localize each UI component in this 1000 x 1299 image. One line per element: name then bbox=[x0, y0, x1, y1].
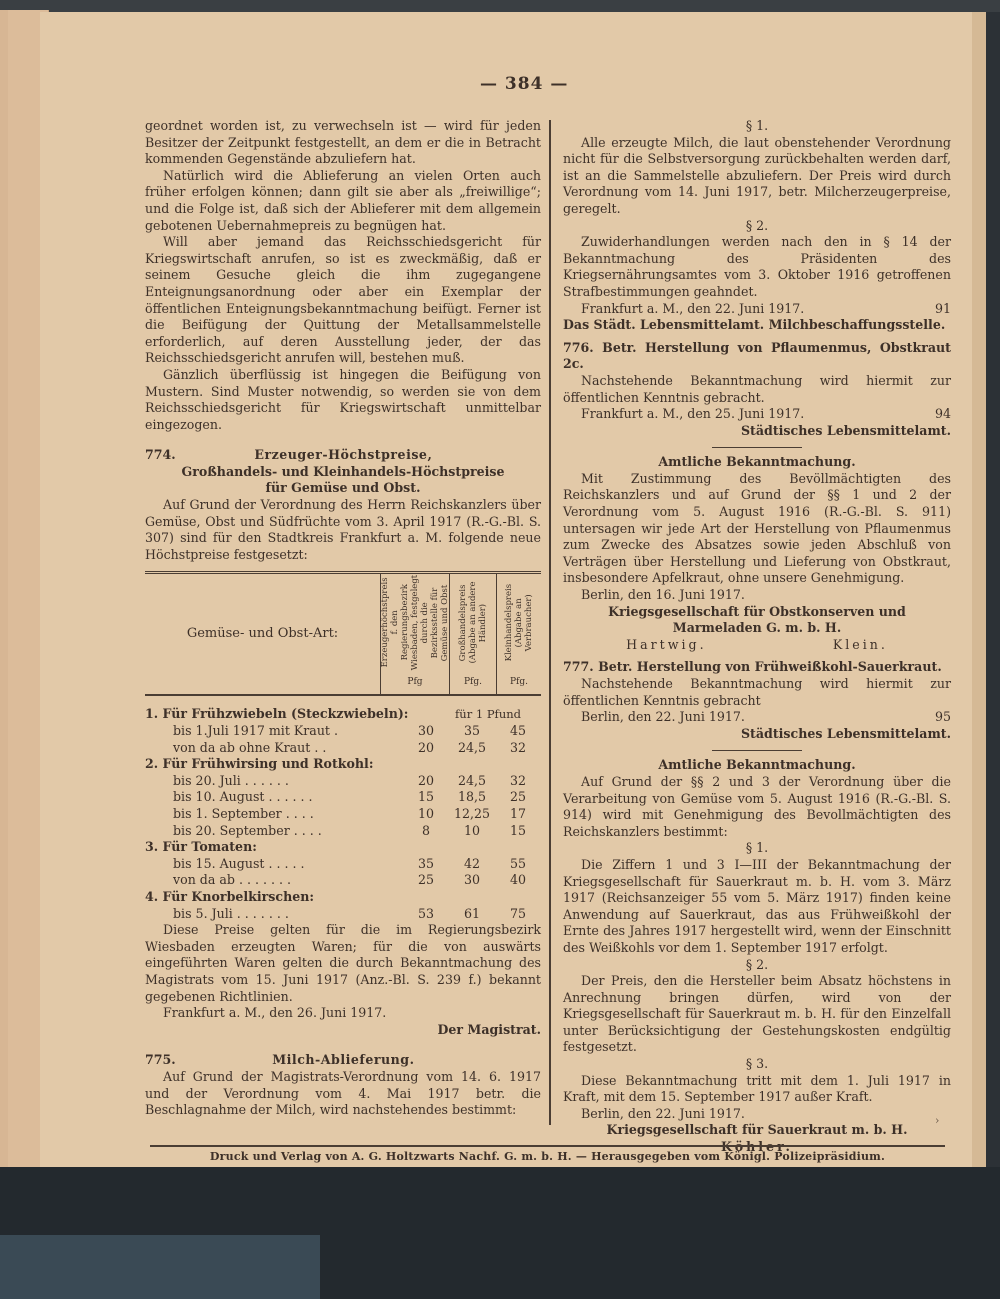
notice-intro: Nachstehende Bekanntmachung wird hiermit zur öffentlichen Kenntnis gebracht. bbox=[563, 372, 951, 405]
retail-price: 17 bbox=[509, 806, 527, 821]
imprint-footer: Druck und Verlag von A. G. Holtzwarts Nachf. G. m. b. H. — Herausgegeben vom Königl. Polizeipräsidium. bbox=[209, 1150, 886, 1163]
continuation-mark: › bbox=[935, 1114, 940, 1127]
table-header-type: Gemüse- und Obst-Art: bbox=[186, 626, 339, 642]
footer-rule bbox=[150, 1145, 945, 1147]
notice-775-heading bbox=[145, 1052, 541, 1069]
row-label: bis 20. September . . . . bbox=[173, 822, 322, 838]
section-text: Zuwiderhandlungen werden nach den in § 14 der Bekanntmachung des Präsidenten des Kriegsernährungsamtes vom 3. Oktober 1916 getroffenen Strafbestimmungen geahndet. bbox=[563, 234, 951, 299]
row-label: von da ab . . . . . . . bbox=[173, 872, 291, 888]
wholesale-price: 10 bbox=[463, 822, 481, 838]
wholesale-price: 12,25 bbox=[453, 806, 491, 821]
place-date-line bbox=[563, 406, 951, 423]
right-column bbox=[563, 118, 951, 1156]
signature: Städtisches Lebensmittelamt. bbox=[740, 725, 951, 741]
wholesale-price: 35 bbox=[463, 723, 481, 739]
page-number: — 384 — bbox=[480, 74, 569, 94]
paragraph: Natürlich wird die Ablieferung an vielen Orten auch früher erfolgen können; dann gilt sie aber als „freiwillige“; und die Folge ist, daß sich der Ablieferer mit dem allgemein gebotenen Uebernahmepreis zu begnügen hat. bbox=[145, 167, 541, 233]
retail-price: 40 bbox=[509, 872, 527, 888]
row-label: bis 15. August . . . . . bbox=[173, 855, 305, 871]
paragraph: geordnet worden ist, zu verwechseln ist — wird für jeden Besitzer der Zeitpunkt festgestellt, an dem er die in Betracht kommenden Gegenstände abzuliefern hat. bbox=[145, 118, 541, 167]
signature: Der Magistrat. bbox=[437, 1021, 541, 1037]
table-header-producer bbox=[380, 574, 449, 694]
section-title: § 1. bbox=[745, 118, 769, 133]
separator-rule bbox=[712, 447, 802, 448]
separator-rule bbox=[712, 750, 802, 751]
notice-number: 774. bbox=[145, 447, 176, 463]
producer-price: 30 bbox=[417, 723, 435, 739]
notice-number: 776. bbox=[563, 339, 594, 355]
section-title: § 2. bbox=[745, 217, 769, 233]
signature: Das Städt. Lebensmittelamt. Milchbeschaffungsstelle. bbox=[563, 317, 946, 333]
producer-price: 10 bbox=[417, 806, 435, 821]
retail-price: 75 bbox=[509, 905, 527, 921]
notice-intro: Auf Grund der Magistrats-Verordnung vom 14. 6. 1917 und der Verordnung vom 4. Mai 1917 betr. die Beschlagnahme der Milch, wird nachstehendes bestimmt: bbox=[145, 1068, 541, 1118]
category-title: 4. Für Knorbelkirschen: bbox=[145, 888, 315, 904]
section-title: § 1. bbox=[745, 840, 769, 856]
official-text: Mit Zustimmung des Bevöllmächtigten des Reichskanzlers und auf Grund der §§ 1 und 2 der Verordnung vom 5. August 1916 (R.-G.-Bl. S. 911) untersagen wir jede Art der Herstellung von Pflaumenmus zum Zwecke des Absatzes sowie jeden Abschluß von Verträgen über Herstellung und Lieferung von Obstkraut, insbesondere Apfelkraut, ohne unsere Genehmigung. bbox=[563, 470, 951, 586]
producer-price: 15 bbox=[417, 789, 435, 805]
row-label: bis 1.Juli 1917 mit Kraut . bbox=[173, 723, 338, 739]
wholesale-price: 24,5 bbox=[457, 739, 487, 755]
section-text: Diese Bekanntmachung tritt mit dem 1. Juli 1917 in Kraft, mit dem 15. September 1917 außer Kraft. bbox=[563, 1072, 951, 1105]
wholesale-price: 24,5 bbox=[457, 772, 487, 788]
wholesale-price: 61 bbox=[463, 905, 481, 921]
column-label: Großhandelspreis (Abgabe an andere Händler) bbox=[458, 582, 488, 665]
table-row bbox=[145, 740, 541, 757]
producer-price: 35 bbox=[417, 855, 435, 871]
table-header-wholesale bbox=[449, 574, 496, 694]
notice-number: 777. bbox=[563, 659, 594, 675]
signers bbox=[563, 637, 951, 654]
row-label: bis 1. September . . . . bbox=[173, 806, 314, 821]
column-unit: Pfg. bbox=[509, 676, 528, 687]
category-title: 1. Für Frühzwiebeln (Steckzwiebeln): bbox=[145, 706, 409, 722]
table-row bbox=[145, 823, 541, 840]
table-row bbox=[145, 806, 541, 823]
section-title: § 2. bbox=[745, 956, 769, 972]
notice-title: Betr. Herstellung von Pflaumenmus, Obstkraut 2c. bbox=[563, 339, 951, 372]
notice-intro: Nachstehende Bekanntmachung wird hiermit zur öffentlichen Kenntnis gebracht bbox=[563, 676, 951, 708]
column-unit: Pfg. bbox=[463, 676, 482, 687]
notice-777-heading bbox=[563, 659, 951, 676]
place-date: Berlin, den 22. Juni 1917. bbox=[581, 709, 745, 725]
retail-price: 32 bbox=[509, 739, 527, 755]
retail-price: 45 bbox=[509, 723, 527, 739]
place-date: Berlin, den 22. Juni 1917. bbox=[581, 1105, 745, 1121]
official-intro: Auf Grund der §§ 2 und 3 der Verordnung über die Verarbeitung von Gemüse vom 5. August 1916 (R.-G.-Bl. S. 914) wird mit Genehmigung des Bevollmächtigten des Reichskanzlers bestimmt: bbox=[563, 773, 951, 839]
reference-number: 94 bbox=[934, 406, 951, 422]
place-date-line bbox=[563, 709, 951, 726]
table-row bbox=[145, 789, 541, 806]
signer: Klein. bbox=[832, 636, 888, 652]
notice-774-heading bbox=[145, 447, 541, 464]
scan-background-top bbox=[0, 0, 1000, 12]
reference-number: 95 bbox=[934, 709, 951, 725]
place-date-line bbox=[563, 301, 951, 318]
producer-price: 8 bbox=[421, 822, 430, 838]
table-category bbox=[145, 889, 541, 906]
official-title: Amtliche Bekanntmachung. bbox=[658, 757, 856, 773]
table-row bbox=[145, 906, 541, 923]
column-unit: Pfg bbox=[407, 676, 423, 687]
price-table-body bbox=[145, 706, 541, 922]
table-category bbox=[145, 839, 541, 856]
place-date: Frankfurt a. M., den 25. Juni 1917. bbox=[581, 406, 805, 422]
notice-title: Betr. Herstellung von Frühweißkohl-Sauerkraut. bbox=[598, 659, 942, 675]
section-text: Die Ziffern 1 und 3 I—III der Bekanntmachung der Kriegsgesellschaft für Sauerkraut m. b. H. vom 3. März 1917 (Reichsanzeiger 55 vom 5. März 1917) finden keine Anwendung auf Sauerkraut, das aus Frühweißkohl der Ernte des Jahres 1917 hergestellt wird, wenn der Einschnitt des Weißkohls vor dem 1. September 1917 erfolgt. bbox=[563, 856, 951, 955]
paragraph: Will aber jemand das Reichsschiedsgericht für Kriegswirtschaft anrufen, so ist es zweckmäßig, daß er seinem Gesuche gleich die ihm zugegangene Enteignungsanordnung oder aber ein Exemplar der öffentlichen Enteignungsbekanntmachung beifügt. Ferner ist die Beifügung der Quittung der Metallsammelstelle erforderlich, auf deren Ausstellung jeder, der das Reichsschiedsgericht anrufen will, bestehen muß. bbox=[145, 234, 541, 366]
section-title: § 3. bbox=[745, 1056, 769, 1072]
notice-subtitle: für Gemüse und Obst. bbox=[265, 480, 421, 496]
notice-title: Milch-Ablieferung. bbox=[272, 1052, 415, 1068]
left-column bbox=[145, 118, 541, 1119]
notice-closing: Diese Preise gelten für die im Regierungsbezirk Wiesbaden erzeugten Waren; für die von auswärts eingeführten Waren gelten die durch Bekanntmachung des Magistrats vom 15. Juni 1917 (Anz.-Bl. S. 239 f.) bekannt gegebenen Richtlinien. bbox=[145, 922, 541, 1004]
table-row bbox=[145, 872, 541, 889]
column-label: Erzeugerhöchstpreis f. den Regierungsbezirk Wiesbaden, festgelegt durch die Bezirksstelle für Gemüse und Obst bbox=[380, 575, 450, 671]
producer-price: 53 bbox=[417, 905, 435, 921]
column-divider bbox=[549, 120, 551, 1125]
official-title: Amtliche Bekanntmachung. bbox=[658, 454, 856, 470]
notice-number: 775. bbox=[145, 1052, 176, 1068]
retail-price: 32 bbox=[509, 772, 527, 788]
signature: Städtisches Lebensmittelamt. bbox=[740, 422, 951, 438]
column-label: Kleinhandelspreis (Abgabe an Verbraucher) bbox=[504, 584, 534, 662]
table-row bbox=[145, 723, 541, 740]
signer: Hartwig. bbox=[626, 636, 707, 652]
row-label: bis 20. Juli . . . . . . bbox=[173, 772, 289, 788]
category-title: 3. Für Tomaten: bbox=[145, 839, 257, 855]
table-category bbox=[145, 756, 541, 773]
scan-background-strip bbox=[0, 1235, 320, 1299]
producer-price: 20 bbox=[417, 739, 435, 755]
producer-price: 25 bbox=[417, 872, 435, 888]
table-header-retail bbox=[496, 574, 541, 694]
reference-number: 91 bbox=[934, 300, 951, 316]
notice-intro: Auf Grund der Verordnung des Herrn Reichskanzlers über Gemüse, Obst und Südfrüchte vom 3. April 1917 (R.-G.-Bl. S. 307) sind für den Stadtkreis Frankfurt a. M. folgende neue Höchstpreise festgesetzt: bbox=[145, 497, 541, 562]
place-date: Frankfurt a. M., den 26. Juni 1917. bbox=[163, 1005, 387, 1021]
table-row bbox=[145, 856, 541, 873]
table-category bbox=[145, 706, 541, 723]
table-row bbox=[145, 773, 541, 790]
row-label: von da ab ohne Kraut . . bbox=[173, 739, 327, 755]
row-label: bis 10. August . . . . . . bbox=[173, 789, 313, 805]
place-date: Frankfurt a. M., den 22. Juni 1917. bbox=[581, 300, 805, 316]
row-label: bis 5. Juli . . . . . . . bbox=[173, 905, 289, 921]
wholesale-price: 42 bbox=[463, 855, 481, 871]
retail-price: 55 bbox=[509, 855, 527, 871]
organization: Kriegsgesellschaft für Obstkonserven und Marmeladen G. m. b. H. bbox=[608, 603, 906, 636]
retail-price: 25 bbox=[509, 789, 527, 805]
section-text: Alle erzeugte Milch, die laut obenstehender Verordnung nicht für die Selbstversorgung zurückbehalten werden darf, ist an die Sammelstelle abzuliefern. Der Preis wird durch Verordnung vom 14. Juni 1917, betr. Milcherzeugerpreise, geregelt. bbox=[563, 134, 951, 216]
price-table-header bbox=[145, 571, 541, 696]
section-text: Der Preis, den die Hersteller beim Absatz höchstens in Anrechnung bringen dürfen, wird von der Kriegsgesellschaft für Sauerkraut m. b. H. für den Einzelfall unter Berücksichtigung der Gestehungskosten endgültig festgesetzt. bbox=[563, 973, 951, 1055]
notice-776-heading bbox=[563, 340, 951, 373]
category-unit-note: für 1 Pfund bbox=[455, 707, 521, 722]
notice-subtitle: Großhandels- und Kleinhandels-Höchstpreise bbox=[181, 463, 505, 479]
wholesale-price: 30 bbox=[463, 872, 481, 888]
place-date: Berlin, den 16. Juni 1917. bbox=[581, 587, 745, 603]
wholesale-price: 18,5 bbox=[457, 789, 487, 805]
notice-title: Erzeuger-Höchstpreise, bbox=[254, 447, 433, 463]
organization: Kriegsgesellschaft für Sauerkraut m. b. H. bbox=[606, 1122, 908, 1138]
page-edge-shadow bbox=[972, 12, 986, 1167]
category-title: 2. Für Frühwirsing und Rotkohl: bbox=[145, 756, 374, 772]
paragraph: Gänzlich überflüssig ist hingegen die Beifügung von Mustern. Sind Muster notwendig, so werden sie von dem Reichsschiedsgericht für Kriegswirtschaft unmittelbar eingezogen. bbox=[145, 366, 541, 432]
producer-price: 20 bbox=[417, 772, 435, 788]
retail-price: 15 bbox=[509, 822, 527, 838]
